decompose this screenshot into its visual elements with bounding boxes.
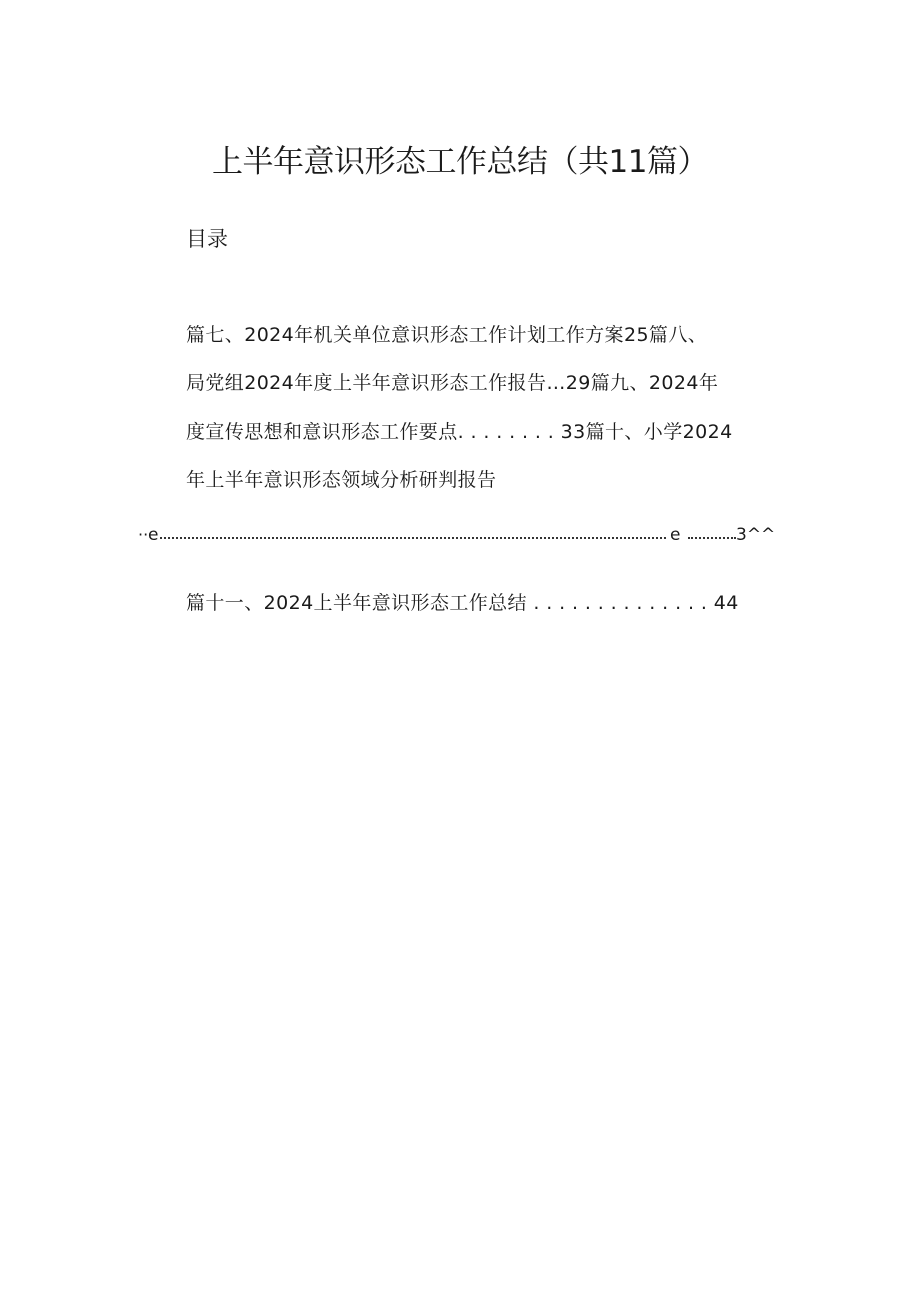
leader-mark: e	[670, 525, 681, 545]
leader-dots	[160, 537, 666, 539]
toc-line: 度宣传思想和意识形态工作要点. . . . . . . . 33篇十、小学2024	[186, 421, 733, 443]
toc-leader-line	[138, 522, 778, 548]
toc-line: 局党组2024年度上半年意识形态工作报告…29篇九、2024年	[186, 372, 719, 394]
leader-page-number: 3^^	[736, 525, 776, 545]
leader-dots	[688, 537, 736, 539]
toc-line: 篇十一、2024上半年意识形态工作总结 . . . . . . . . . . . . . . 44	[186, 592, 739, 614]
toc-line: 年上半年意识形态领域分析研判报告	[186, 469, 497, 491]
leader-start: ··	[138, 525, 149, 544]
toc-line: 篇七、2024年机关单位意识形态工作计划工作方案25篇八、	[186, 324, 708, 346]
toc-heading: 目录	[186, 227, 228, 251]
document-title: 上半年意识形态工作总结（共11篇）	[212, 144, 708, 180]
leader-mark: e	[148, 525, 159, 545]
